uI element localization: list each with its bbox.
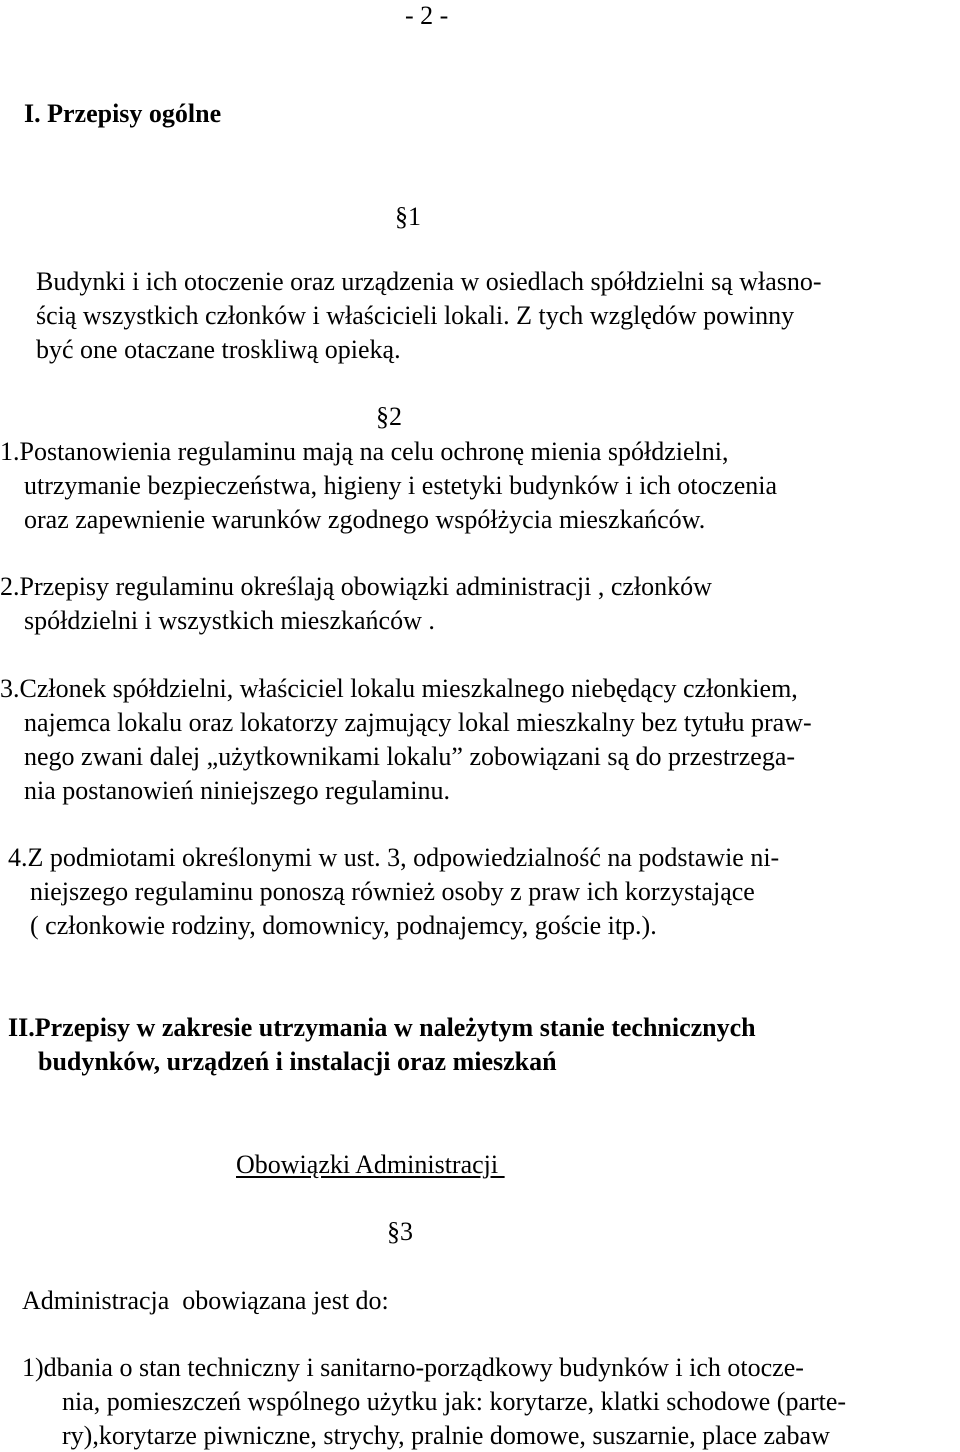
paragraph-2-heading: §2 (376, 402, 402, 431)
section-title-continuation: budynków, urządzeń i instalacji oraz mieszkań (38, 1047, 557, 1076)
paragraph-2-item-1-line: 1.Postanowienia regulaminu mają na celu ochronę mienia spółdzielni, (0, 437, 729, 466)
paragraph-2-item-3-line: nego zwani dalej „użytkownikami lokalu” zobowiązani są do przestrzega- (24, 742, 796, 771)
paragraph-2-item-2-line: spółdzielni i wszystkich mieszkańców . (24, 606, 435, 635)
paragraph-2-item-4-line: niejszego regulaminu ponoszą również osoby z praw ich korzystające (30, 877, 755, 906)
section-title: II.Przepisy w zakresie utrzymania w należytym stanie technicznych (8, 1013, 756, 1042)
subheading: Obowiązki Administracji (236, 1150, 505, 1179)
paragraph-2-item-1-line: oraz zapewnienie warunków zgodnego współżycia mieszkańców. (24, 505, 706, 534)
page-number: - 2 - (405, 1, 449, 30)
paragraph-3-item-1-line: ry),korytarze piwniczne, strychy, pralnie domowe, suszarnie, place zabaw (62, 1421, 830, 1450)
paragraph-3-item-1-line: 1)dbania o stan techniczny i sanitarno-porządkowy budynków i ich otocze- (22, 1353, 804, 1382)
paragraph-2-item-4-line: 4.Z podmiotami określonymi w ust. 3, odpowiedzialność na podstawie ni- (8, 843, 780, 872)
paragraph-3-item-1-line: nia, pomieszczeń wspólnego użytku jak: korytarze, klatki schodowe (parte- (62, 1387, 847, 1416)
paragraph-2-item-3-line: najemca lokalu oraz lokatorzy zajmujący lokal mieszkalny bez tytułu praw- (24, 708, 812, 737)
paragraph-3-heading: §3 (387, 1217, 413, 1246)
paragraph-1-line: ścią wszystkich członków i właścicieli lokali. Z tych względów powinny (36, 301, 795, 330)
paragraph-2-item-1-line: utrzymanie bezpieczeństwa, higieny i estetyki budynków i ich otoczenia (24, 471, 778, 500)
paragraph-2-item-3-line: 3.Członek spółdzielni, właściciel lokalu mieszkalnego niebędący członkiem, (0, 674, 798, 703)
paragraph-2-item-3-line: nia postanowień niniejszego regulaminu. (24, 776, 451, 805)
paragraph-1-line: być one otaczane troskliwą opieką. (36, 335, 401, 364)
paragraph-2-item-4-line: ( członkowie rodziny, domownicy, podnajemcy, goście itp.). (30, 911, 657, 940)
paragraph-3-intro: Administracja obowiązana jest do: (22, 1286, 389, 1315)
section-title: I. Przepisy ogólne (24, 99, 222, 128)
paragraph-1-line: Budynki i ich otoczenie oraz urządzenia w osiedlach spółdzielni są własno- (36, 267, 822, 296)
paragraph-2-item-2-line: 2.Przepisy regulaminu określają obowiązki administracji , członków (0, 572, 712, 601)
paragraph-1-heading: §1 (395, 202, 421, 231)
